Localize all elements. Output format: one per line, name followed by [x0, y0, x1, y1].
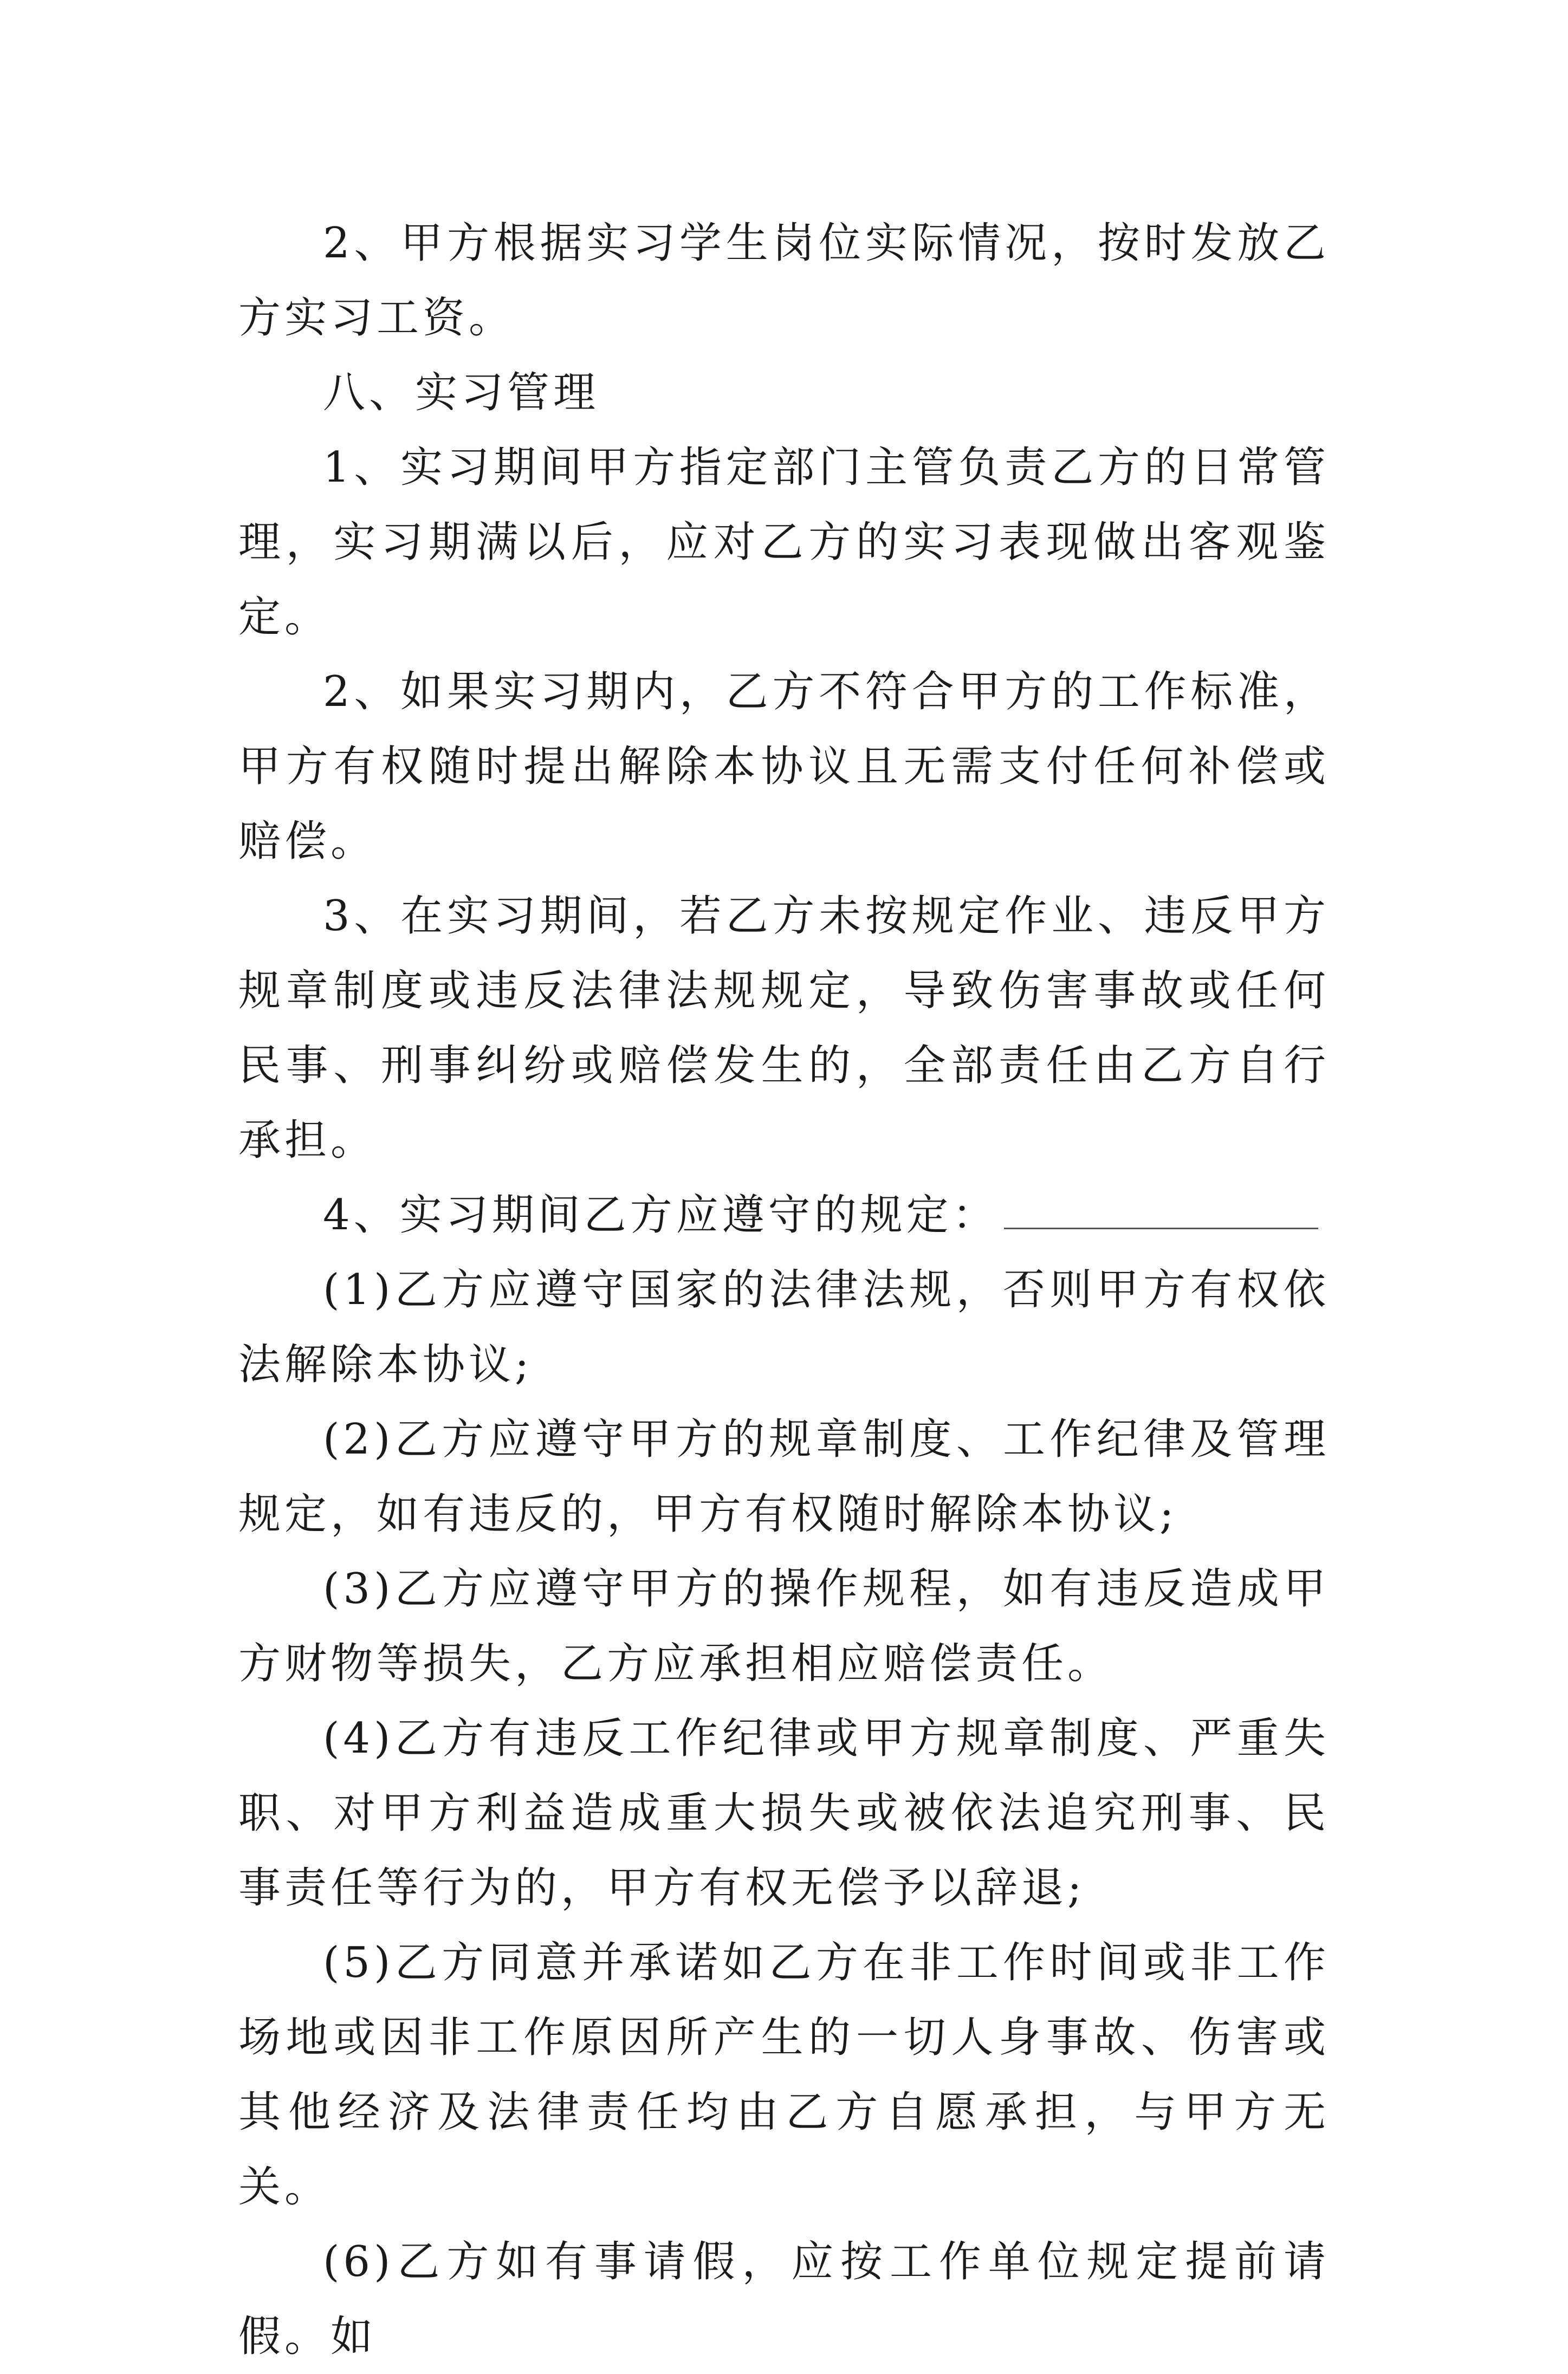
- document-body: [238, 206, 1330, 2374]
- paragraph-rule-2: (2)乙方应遵守甲方的规章制度、工作纪律及管理规定，如有违反的，甲方有权随时解除本协议;: [238, 1415, 1330, 1539]
- paragraph-rule-6: (6)乙方如有事请假，应按工作单位规定提前请假。如: [238, 2237, 1330, 2361]
- paragraph-clause-3: 3、在实习期间，若乙方未按规定作业、违反甲方规章制度或违反法律法规规定，导致伤害事故或任何民事、刑事纠纷或赔偿发生的，全部责任由乙方自行承担。: [238, 892, 1330, 1165]
- paragraph-rule-1: (1)乙方应遵守国家的法律法规，否则甲方有权依法解除本协议;: [238, 1266, 1330, 1389]
- paragraph-clause-4: [238, 1178, 1330, 1253]
- clause-4-text: 4、实习期间乙方应遵守的规定：: [323, 1191, 999, 1240]
- paragraph-rule-5: (5)乙方同意并承诺如乙方在非工作时间或非工作场地或因非工作原因所产生的一切人身事故、伤害或其他经济及法律责任均由乙方自愿承担，与甲方无关。: [238, 1938, 1330, 2211]
- section-heading-internship-management: 八、实习管理: [323, 368, 600, 417]
- paragraph-clause-1: 1、实习期间甲方指定部门主管负责乙方的日常管理，实习期满以后，应对乙方的实习表现做出客观鉴定。: [238, 443, 1330, 641]
- fill-in-blank-line: [1004, 1225, 1318, 1229]
- paragraph-wage-payment: 2、甲方根据实习学生岗位实际情况，按时发放乙方实习工资。: [238, 219, 1330, 342]
- paragraph-clause-2: 2、如果实习期内，乙方不符合甲方的工作标准，甲方有权随时提出解除本协议且无需支付任何补偿或赔偿。: [238, 667, 1330, 866]
- paragraph-rule-4: (4)乙方有违反工作纪律或甲方规章制度、严重失职、对甲方利益造成重大损失或被依法追究刑事、民事责任等行为的，甲方有权无偿予以辞退;: [238, 1714, 1330, 1912]
- paragraph-rule-3: (3)乙方应遵守甲方的操作规程，如有违反造成甲方财物等损失，乙方应承担相应赔偿责任。: [238, 1565, 1330, 1688]
